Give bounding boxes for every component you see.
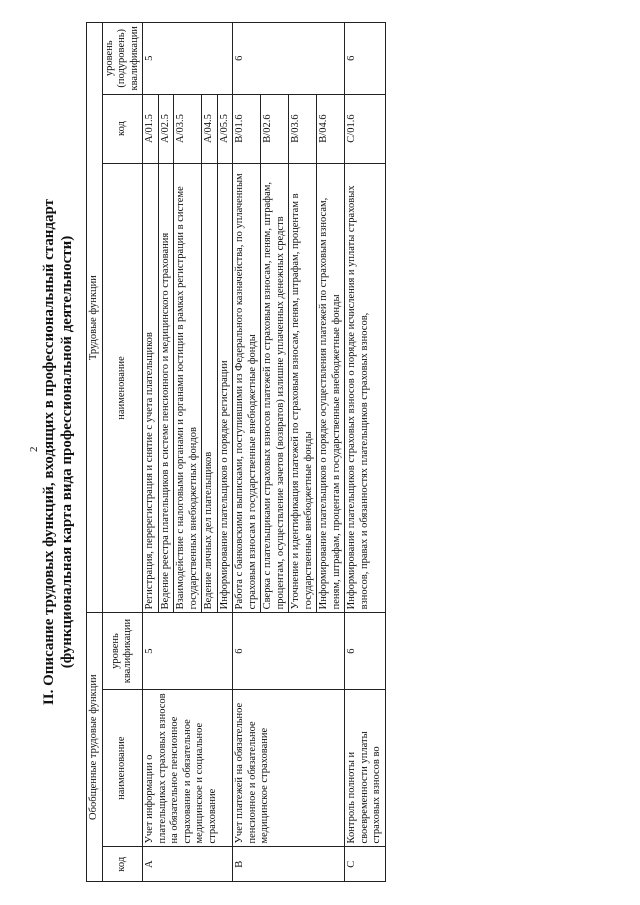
page-number: 2 [28, 446, 40, 452]
function-code: B/03.6 [289, 94, 317, 163]
function-level: 5 [143, 23, 233, 95]
function-name: Взаимодействие с налоговыми органами и органами юстиции в рамках регистрации в системе государственных внебюджетных фондов [174, 163, 202, 613]
function-level: 6 [345, 23, 386, 95]
function-code: C/01.6 [345, 94, 386, 163]
function-name: Регистрация, перерегистрация и снятие с учета плательщиков [143, 163, 159, 613]
group-code: C [345, 847, 386, 882]
function-code: A/04.5 [202, 94, 218, 163]
function-name: Сверка с плательщиками страховых взносов платежей по страховым взносам, пеням, штрафам, процентам, осуществление зачетов (возвратов) излишне уплаченных денежных средств [261, 163, 289, 613]
group-code: A [143, 847, 233, 882]
header-function-name: наименование [102, 163, 143, 613]
header-function-level: уровень (подуровень) квалификации [102, 23, 143, 95]
section-subtitle: (функциональная карта вида профессиональной деятельности) [59, 235, 75, 669]
group-level: 6 [345, 613, 386, 689]
header-code: код [102, 847, 143, 882]
group-level: 6 [233, 613, 345, 689]
group-name: Контроль полноты и своевременности уплаты страховых взносов во [345, 689, 386, 847]
header-functions: Трудовые функции [87, 23, 103, 613]
header-level: уровень квалификации [102, 613, 143, 689]
function-name: Ведение реестра плательщиков в системе пенсионного и медицинского страхования [158, 163, 174, 613]
function-code: B/04.6 [317, 94, 345, 163]
function-code: A/03.5 [174, 94, 202, 163]
function-code: B/01.6 [233, 94, 261, 163]
header-function-code: код [102, 94, 143, 163]
function-level: 6 [233, 23, 345, 95]
header-generalized: Обобщенные трудовые функции [87, 613, 103, 882]
group-name: Учет платежей на обязательное пенсионное и обязательное медицинское страхование [233, 689, 345, 847]
function-name: Информирование плательщиков о порядке регистрации [217, 163, 233, 613]
group-code: B [233, 847, 345, 882]
group-level: 5 [143, 613, 233, 689]
function-name: Информирование плательщиков о порядке осуществления платежей по страховым взносам, пеням, штрафам, процентам в государственные внебюджетные фонды [317, 163, 345, 613]
document-sheet [40, 12, 640, 892]
table-row [345, 23, 386, 882]
function-name: Работа с банковскими выписками, поступившими из Федерального казначейства, по уплаченным страховым взносам в государственные внебюджетные фонды [233, 163, 261, 613]
header-name: наименование [102, 689, 143, 847]
function-name: Информирование плательщиков страховых взносов о порядке исчисления и уплаты страховых взносов, правах и обязанностях плательщиков страховых взносов, [345, 163, 386, 613]
table-row [143, 23, 159, 882]
functional-map-table [86, 22, 386, 882]
group-name: Учет информации о плательщиках страховых взносов на обязательное пенсионное страхование и обязательное медицинское и социальное страхование [143, 689, 233, 847]
table-row [233, 23, 261, 882]
section-title: II. Описание трудовых функций, входящих в профессиональный стандарт [41, 198, 57, 706]
function-name: Ведение личных дел плательщиков [202, 163, 218, 613]
function-code: A/05.5 [217, 94, 233, 163]
function-code: A/01.5 [143, 94, 159, 163]
function-code: B/02.6 [261, 94, 289, 163]
function-code: A/02.5 [158, 94, 174, 163]
function-name: Уточнение и идентификация платежей по страховым взносам, пеням, штрафам, процентам в государственные внебюджетные фонды [289, 163, 317, 613]
